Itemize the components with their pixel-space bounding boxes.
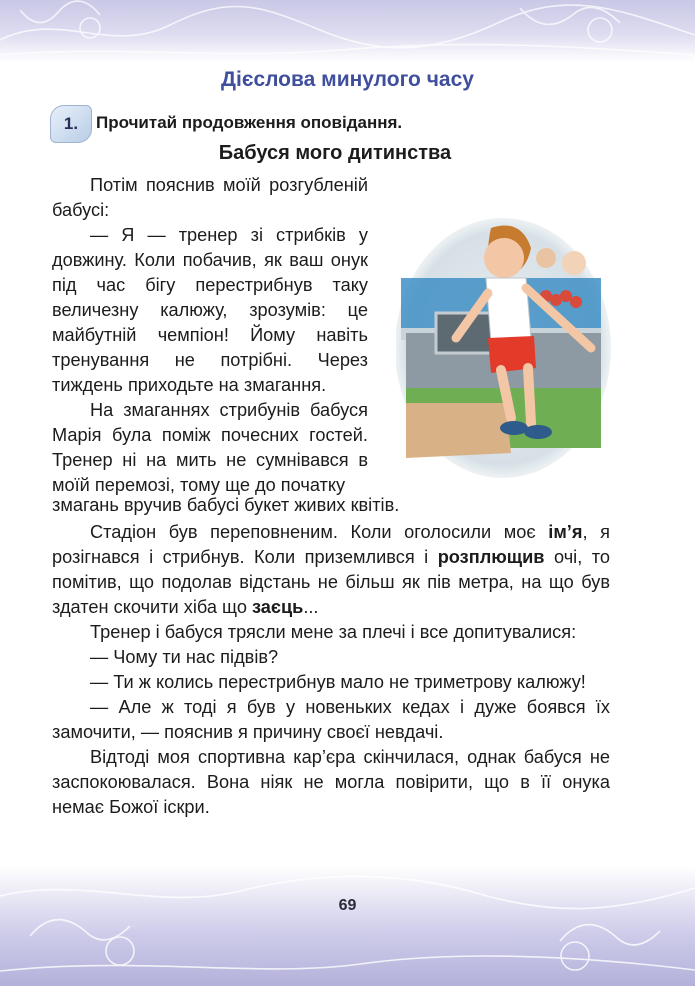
task-block [50, 105, 650, 145]
story-paragraph: Стадіон був переповненим. Коли оголосили моє ім’я, я розігнався і стрибнув. Коли приземлився і розплющив очі, то помітив, що подолав відстань не більш як пів метра, на що був здатен скочити хіба що заєць... [52, 522, 610, 617]
top-decorative-band [0, 0, 695, 62]
story-paragraph: На змаганнях стрибунів бабуся Марія була поміж почесних гостей. Тренер ні на мить не сумнівався в моїй перемозі, тому ще до початку [52, 400, 368, 495]
bold-word: розплющив [437, 547, 545, 567]
section-title: Дієслова минулого часу [221, 68, 474, 91]
bottom-ornament [0, 866, 695, 986]
story-paragraph: — Але ж тоді я був у новеньких кедах і дуже боявся їх замочити, — пояснив я причину своєї невдачі. [52, 697, 610, 742]
task-instruction: Прочитай продовження оповідання. [96, 113, 403, 132]
page-number: 69 [338, 897, 357, 914]
story-paragraph: Тренер і бабуся трясли мене за плечі і все допитувалися: [90, 622, 577, 642]
bold-word: ім’я [548, 522, 583, 542]
story-text-beside-image [52, 173, 368, 498]
bottom-decorative-band [0, 866, 695, 986]
story-title: Бабуся мого дитинства [218, 142, 452, 164]
task-number-badge: 1. [50, 105, 92, 143]
top-ornament [0, 0, 695, 62]
story-paragraph: — Чому ти нас підвів? [90, 647, 279, 667]
bold-word: заєць [251, 597, 304, 617]
story-paragraph: — Я — тренер зі стрибків у довжину. Коли побачив, як ваш онук під час бігу перестрибнув таку величезну калюжу, зрозумів: це майбутній чемпіон! Йому навіть тренування не потрібні. Через тиждень приходьте на змагання. [52, 225, 368, 395]
story-paragraph: Потім пояснив моїй розгубленій бабусі: [52, 175, 368, 220]
story-line-full-width: змагань вручив бабусі букет живих квітів. [52, 495, 400, 515]
boy-jumping-illustration [396, 218, 611, 478]
story-paragraph: Відтоді моя спортивна кар’єра скінчилася, однак бабуся не заспокоювалася. Вона ніяк не могла повірити, що в її онука немає Божої іскри. [52, 747, 610, 817]
story-paragraph: — Ти ж колись перестрибнув мало не триметрову калюжу! [90, 672, 586, 692]
story-text-full-width [52, 520, 610, 820]
